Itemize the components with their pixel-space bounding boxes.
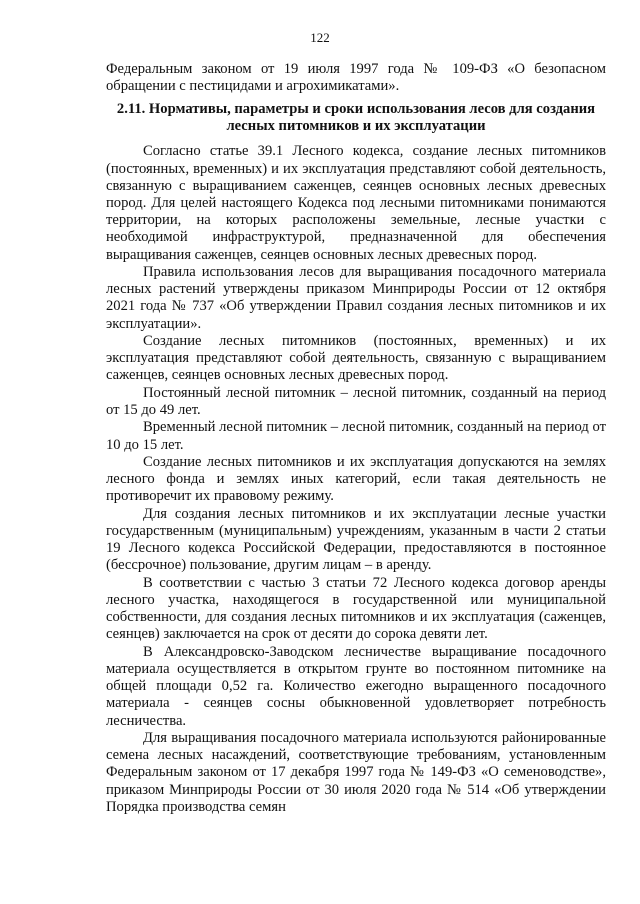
paragraph: В Александровско-Заводском лесничестве выращивание посадочного материала осуществляется в открытом грунте во постоянном питомнике на общей площади 0,52 га. Количество ежегодно выращенного посадочного материала - сеянцев сосны обыкновенной удовлетворяет потребность лесничества. [106, 643, 606, 729]
paragraph: Создание лесных питомников и их эксплуатация допускаются на землях лесного фонда и землях иных категорий, если такая деятельность не противоречит их правовому режиму. [106, 454, 606, 505]
paragraph: Правила использования лесов для выращивания посадочного материала лесных растений утверждены приказом Минприроды России от 12 октября 2021 года № 737 «Об утверждении Правил создания лесных питомников и их эксплуатации». [106, 264, 606, 332]
paragraph: Временный лесной питомник – лесной питомник, созданный на период от 10 до 15 лет. [106, 419, 606, 453]
paragraph: Согласно статье 39.1 Лесного кодекса, создание лесных питомников (постоянных, временных) и их эксплуатация представляют собой деятельность, связанную с выращиванием саженцев, сеянцев основных лесных древесных пород. Для целей настоящего Кодекса под лесными питомниками понимаются территории, на которых расположены земельные, лесные участки с необходимой инфраструктурой, предназначенной для обеспечения выращивания саженцев, сеянцев основных лесных древесных пород. [106, 143, 606, 263]
paragraph: Для создания лесных питомников и их эксплуатации лесные участки государственным (муниципальным) учреждениям, указанным в части 2 статьи 19 Лесного кодекса Российской Федерации, предоставляются в постоянное (бессрочное) пользование, другим лицам – в аренду. [106, 505, 606, 574]
page-content [106, 61, 606, 816]
intro-paragraph: Федеральным законом от 19 июля 1997 года № 109-ФЗ «О безопасном обращении с пестицидами и агрохимикатами». [106, 61, 606, 95]
paragraph: Постоянный лесной питомник – лесной питомник, созданный на период от 15 до 49 лет. [106, 384, 606, 419]
paragraph: В соответствии с частью 3 статьи 72 Лесного кодекса договор аренды лесного участка, находящегося в государственной или муниципальной собственности, для создания лесных питомников и их эксплуатация (саженцев, сеянцев) заключается на срок от десяти до сорока девяти лет. [106, 574, 606, 643]
section-heading: 2.11. Нормативы, параметры и сроки использования лесов для создания лесных питомников и их эксплуатации [116, 101, 596, 135]
paragraph: Для выращивания посадочного материала используются районированные семена лесных насаждений, соответствующие требованиям, установленным Федеральным законом от 17 декабря 1997 года № 149-ФЗ «О семеноводстве», приказом Минприроды России от 30 июля 2020 года № 514 «Об утверждении Порядка производства семян [106, 730, 606, 815]
paragraph: Создание лесных питомников (постоянных, временных) и их эксплуатация представляют собой деятельность, связанную с выращиванием саженцев, сеянцев основных лесных древесных пород. [106, 333, 606, 384]
page-number: 122 [310, 30, 330, 45]
